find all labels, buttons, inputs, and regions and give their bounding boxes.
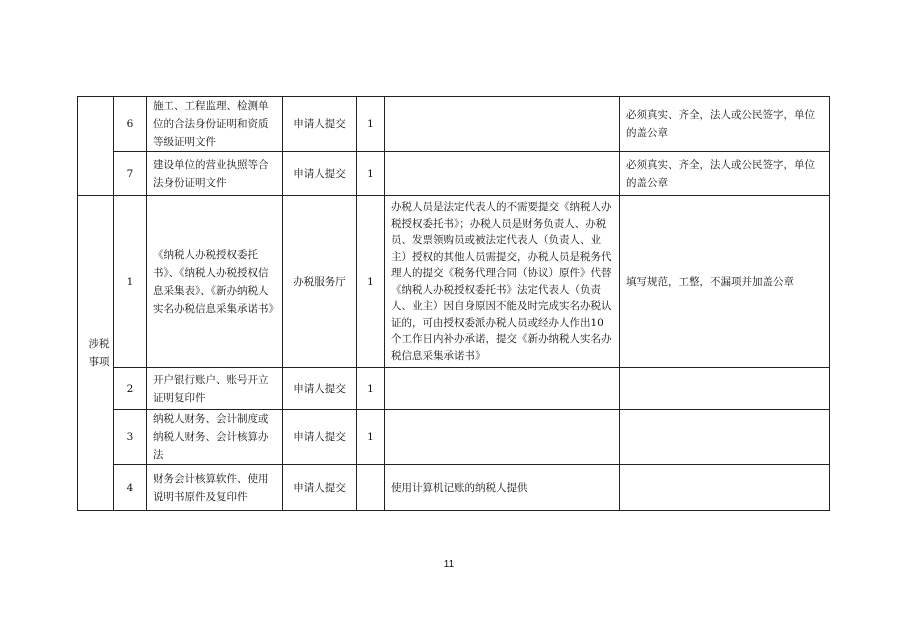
row-number: 7 — [114, 152, 147, 196]
category-cell — [78, 97, 114, 196]
material-name: 建设单位的营业执照等合法身份证明文件 — [147, 152, 283, 196]
material-note: 办税人员是法定代表人的不需要提交《纳税人办税授权委托书》；办税人员是财务负责人、办税员、发票领购员或被法定代表人（负责人、业主）授权的其他人员需提交，办税人员是税务代理人的提交《税务代理合同（协议）原件》代替《纳税人办税授权委托书》法定代表人（负责人、业主）因自身原因不能及时完成实名办税认证的，可由授权委派办税人员或经办人作出10个工作日内补办承诺，提交《新办纳税人实名办税信息采集承诺书》 — [385, 196, 620, 368]
material-note — [385, 97, 620, 152]
row-number: 1 — [114, 196, 147, 368]
material-note — [385, 410, 620, 465]
material-name: 纳税人财务、会计制度或纳税人财务、会计核算办法 — [147, 410, 283, 465]
material-requirement: 必须真实、齐全，法人或公民签字，单位的盖公章 — [620, 152, 830, 196]
table-row — [78, 368, 830, 410]
copy-count: 1 — [357, 196, 385, 368]
material-name: 开户银行账户、账号开立证明复印件 — [147, 368, 283, 410]
row-number: 4 — [114, 465, 147, 511]
table-row — [78, 152, 830, 196]
material-note — [385, 152, 620, 196]
category-cell — [78, 196, 114, 511]
copy-count: 1 — [357, 410, 385, 465]
page-number: 11 — [443, 559, 455, 570]
table-row — [78, 196, 830, 368]
material-source: 申请人提交 — [283, 97, 357, 152]
material-requirement — [620, 410, 830, 465]
material-note: 使用计算机记账的纳税人提供 — [385, 465, 620, 511]
table-row — [78, 97, 830, 152]
copy-count: 1 — [357, 97, 385, 152]
material-requirement — [620, 465, 830, 511]
row-number: 3 — [114, 410, 147, 465]
material-note — [385, 368, 620, 410]
table-row — [78, 465, 830, 511]
material-source: 申请人提交 — [283, 152, 357, 196]
table-row — [78, 410, 830, 465]
material-source: 申请人提交 — [283, 465, 357, 511]
material-source: 申请人提交 — [283, 410, 357, 465]
category-label: 涉税事项 — [88, 338, 110, 368]
material-name: 施工、工程监理、检测单位的合法身份证明和资质等级证明文件 — [147, 97, 283, 152]
material-source: 办税服务厅 — [283, 196, 357, 368]
material-name: 《纳税人办税授权委托书》、《纳税人办税授权信息采集表》、《新办纳税人实名办税信息采集承诺书》 — [147, 196, 283, 368]
row-number: 2 — [114, 368, 147, 410]
material-requirement — [620, 368, 830, 410]
copy-count: 1 — [357, 368, 385, 410]
copy-count: 1 — [357, 152, 385, 196]
materials-table — [77, 96, 830, 511]
material-requirement: 必须真实、齐全，法人或公民签字，单位的盖公章 — [620, 97, 830, 152]
material-name: 财务会计核算软件、使用说明书原件及复印件 — [147, 465, 283, 511]
material-source: 申请人提交 — [283, 368, 357, 410]
copy-count — [357, 465, 385, 511]
row-number: 6 — [114, 97, 147, 152]
material-requirement: 填写规范，工整，不漏项并加盖公章 — [620, 196, 830, 368]
